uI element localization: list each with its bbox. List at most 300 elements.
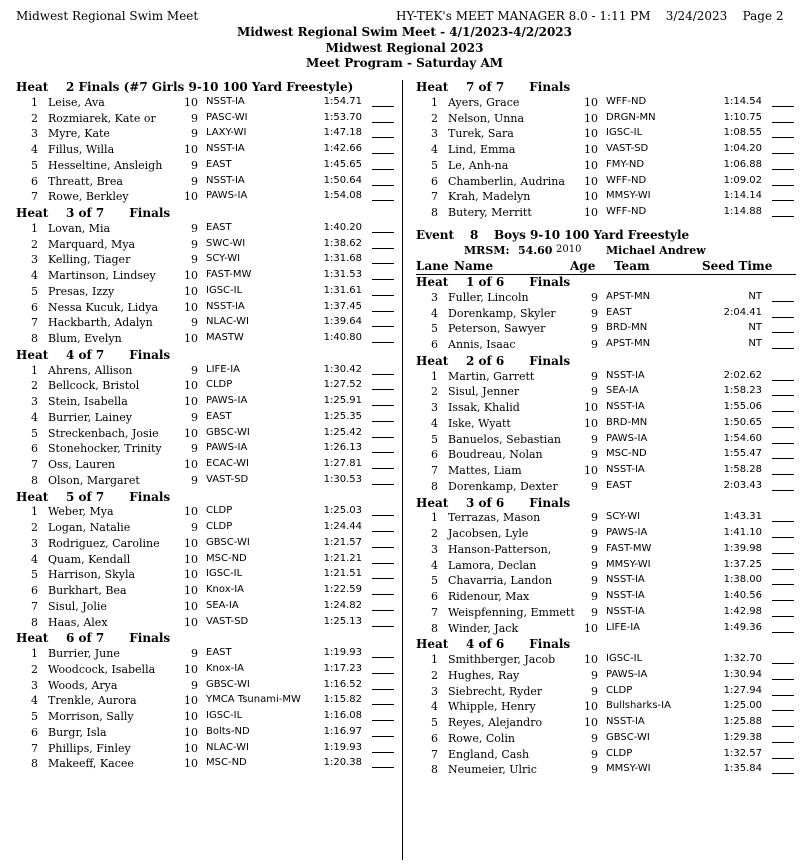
seed-time: 2:04.41 <box>723 306 762 318</box>
lane-number: 8 <box>31 332 38 345</box>
result-blank-line[interactable] <box>772 616 794 617</box>
result-blank-line[interactable] <box>772 600 794 601</box>
result-blank-line[interactable] <box>772 758 794 759</box>
entry-row <box>416 190 796 206</box>
seed-time: 1:19.93 <box>323 741 362 753</box>
entry-row <box>416 159 796 175</box>
lane-number: 5 <box>31 284 38 298</box>
entry-row <box>416 417 796 433</box>
entry-row <box>416 559 796 575</box>
seed-time: 1:25.91 <box>323 395 362 406</box>
swimmer-age: 9 <box>591 558 598 572</box>
swimmer-name: Sisul, Jenner <box>448 385 520 399</box>
entry-row <box>416 96 796 112</box>
result-blank-line[interactable] <box>372 122 394 123</box>
seed-time: 1:06.88 <box>723 158 762 170</box>
result-blank-line[interactable] <box>772 695 794 696</box>
seed-time: 1:27.52 <box>323 379 362 391</box>
seed-time: 1:30.94 <box>723 668 762 680</box>
result-blank-line[interactable] <box>772 521 794 522</box>
result-blank-line[interactable] <box>772 773 794 774</box>
lane-number: 4 <box>31 410 38 424</box>
heat-label: Heat <box>16 347 49 362</box>
lane-number: 3 <box>431 401 438 414</box>
swimmer-age: 10 <box>184 269 198 282</box>
lane-number: 3 <box>431 290 438 304</box>
result-blank-line[interactable] <box>772 169 794 170</box>
result-blank-line[interactable] <box>372 767 394 768</box>
swimmer-age: 9 <box>591 731 598 745</box>
swimmer-name: Peterson, Sawyer <box>448 322 546 336</box>
swimmer-name: Rowe, Colin <box>448 731 515 745</box>
team-code: GBSC-WI <box>206 536 250 548</box>
entry-row <box>16 757 396 773</box>
heat-title: 6 of 7 Finals <box>66 631 171 646</box>
result-blank-line[interactable] <box>372 752 394 753</box>
entry-row <box>16 474 396 490</box>
lane-number: 8 <box>431 621 438 635</box>
entry-row <box>16 505 396 521</box>
swimmer-age: 10 <box>184 662 198 676</box>
entry-row <box>16 364 396 380</box>
result-blank-line[interactable] <box>372 610 394 611</box>
swimmer-age: 10 <box>584 416 598 430</box>
lane-number: 8 <box>431 479 438 493</box>
result-blank-line[interactable] <box>372 295 394 296</box>
lane-number: 3 <box>431 684 438 698</box>
result-blank-line[interactable] <box>372 468 394 469</box>
swimmer-age: 10 <box>184 599 198 613</box>
result-blank-line[interactable] <box>772 710 794 711</box>
lane-number: 2 <box>31 237 38 251</box>
result-blank-line[interactable] <box>372 626 394 627</box>
team-code: APST-MN <box>606 338 651 349</box>
swimmer-name: Chavarria, Landon <box>448 574 553 588</box>
seed-time: 1:54.08 <box>323 190 362 202</box>
lane-number: 6 <box>431 338 438 351</box>
seed-time: 1:16.52 <box>323 678 362 690</box>
meet-name-header: Midwest Regional Swim Meet <box>16 9 199 23</box>
lane-number: 2 <box>431 527 438 540</box>
entry-row <box>416 401 796 417</box>
team-code: GBSC-WI <box>606 731 650 743</box>
team-code: FAST-MW <box>206 269 252 280</box>
lane-number: 4 <box>431 306 438 320</box>
team-code: VAST-SD <box>206 473 249 485</box>
team-code: SCY-WI <box>206 253 241 265</box>
swimmer-name: Threatt, Brea <box>48 174 123 188</box>
swimmer-name: Butery, Merritt <box>448 206 532 219</box>
result-blank-line[interactable] <box>772 679 794 680</box>
swimmer-name: Bellcock, Bristol <box>48 379 140 393</box>
entry-row <box>16 742 396 758</box>
result-blank-line[interactable] <box>772 137 794 138</box>
swimmer-age: 9 <box>591 527 598 540</box>
team-code: EAST <box>606 306 632 318</box>
swimmer-name: Lamora, Declan <box>448 558 537 572</box>
swimmer-age: 9 <box>191 237 198 251</box>
result-blank-line[interactable] <box>772 411 794 412</box>
seed-time: 1:49.36 <box>723 621 762 633</box>
swimmer-age: 10 <box>184 757 198 771</box>
entry-row <box>16 96 396 112</box>
swimmer-age: 10 <box>584 158 598 172</box>
team-code: FMY-ND <box>606 158 645 170</box>
swimmer-name: Chamberlin, Audrina <box>448 174 565 188</box>
result-blank-line[interactable] <box>772 200 794 201</box>
lane-number: 7 <box>31 741 38 755</box>
swimmer-name: Winder, Jack <box>448 621 519 635</box>
lane-number: 5 <box>31 568 38 582</box>
seed-time: 1:14.54 <box>723 95 762 107</box>
team-code: Bullsharks-IA <box>606 700 671 712</box>
seed-time: 1:24.82 <box>323 599 362 611</box>
swimmer-name: Le, Anh-na <box>448 158 509 172</box>
entry-row <box>16 269 396 285</box>
result-blank-line[interactable] <box>772 584 794 585</box>
swimmer-name: Sisul, Jolie <box>48 599 107 613</box>
result-blank-line[interactable] <box>372 484 394 485</box>
seed-time: 1:26.13 <box>323 442 362 454</box>
entry-row <box>416 307 796 323</box>
result-blank-line[interactable] <box>372 452 394 453</box>
entry-row <box>416 175 796 191</box>
result-blank-line[interactable] <box>772 380 794 381</box>
team-code: IGSC-IL <box>606 653 643 664</box>
swimmer-name: Streckenbach, Josie <box>48 426 159 440</box>
col-name: Name <box>454 259 494 274</box>
swimmer-name: Presas, Izzy <box>48 284 115 298</box>
result-blank-line[interactable] <box>772 458 794 459</box>
swimmer-age: 10 <box>184 379 198 393</box>
entry-row <box>416 338 796 354</box>
result-blank-line[interactable] <box>372 200 394 201</box>
lane-number: 8 <box>31 615 38 629</box>
swimmer-age: 9 <box>591 306 598 320</box>
lane-number: 6 <box>31 584 38 597</box>
result-blank-line[interactable] <box>372 311 394 312</box>
team-code: WFF-ND <box>606 174 647 186</box>
meet-subtitle: Midwest Regional 2023 <box>325 41 484 55</box>
entry-row <box>16 127 396 143</box>
result-blank-line[interactable] <box>372 720 394 721</box>
result-blank-line[interactable] <box>372 736 394 737</box>
result-blank-line[interactable] <box>772 569 794 570</box>
result-blank-line[interactable] <box>372 689 394 690</box>
team-code: EAST <box>206 410 232 422</box>
result-blank-line[interactable] <box>372 515 394 516</box>
seed-time: 1:47.18 <box>323 127 362 139</box>
result-blank-line[interactable] <box>372 704 394 705</box>
lane-number: 7 <box>431 190 438 204</box>
seed-time: 1:38.00 <box>723 574 762 586</box>
lane-number: 5 <box>431 322 438 336</box>
lane-number: 3 <box>31 678 38 692</box>
heat-header <box>416 354 796 370</box>
lane-number: 8 <box>31 473 38 487</box>
seed-time: 1:55.06 <box>723 401 762 412</box>
result-blank-line[interactable] <box>372 405 394 406</box>
team-code: NLAC-WI <box>206 316 249 328</box>
lane-number: 7 <box>31 599 38 613</box>
event-title: Boys 9-10 100 Yard Freestyle <box>494 227 690 242</box>
team-code: EAST <box>606 479 632 491</box>
swimmer-age: 10 <box>584 716 598 729</box>
result-blank-line[interactable] <box>772 301 794 302</box>
swimmer-age: 10 <box>184 505 198 519</box>
entry-row <box>16 694 396 710</box>
lane-number: 4 <box>31 694 38 708</box>
team-code: SEA-IA <box>206 599 239 611</box>
result-blank-line[interactable] <box>372 374 394 375</box>
lane-number: 5 <box>31 158 38 172</box>
team-code: IGSC-IL <box>206 284 243 296</box>
swimmer-name: Kelling, Tiager <box>48 253 131 267</box>
swimmer-name: Banuelos, Sebastian <box>448 432 561 446</box>
swimmer-name: Morrison, Sally <box>48 710 134 723</box>
result-blank-line[interactable] <box>372 657 394 658</box>
swimmer-age: 9 <box>191 473 198 487</box>
result-blank-line[interactable] <box>372 137 394 138</box>
result-blank-line[interactable] <box>772 106 794 107</box>
result-blank-line[interactable] <box>772 317 794 318</box>
result-blank-line[interactable] <box>372 106 394 107</box>
result-blank-line[interactable] <box>772 185 794 186</box>
swimmer-age: 10 <box>184 694 198 708</box>
swimmer-name: Fillus, Willa <box>48 143 115 156</box>
result-blank-line[interactable] <box>372 578 394 579</box>
result-blank-line[interactable] <box>772 490 794 491</box>
entry-row <box>16 600 396 616</box>
seed-time: 1:50.65 <box>723 416 762 428</box>
seed-time: 1:32.57 <box>723 747 762 759</box>
swimmer-age: 10 <box>584 700 598 714</box>
result-blank-line[interactable] <box>772 443 794 444</box>
swimmer-age: 9 <box>591 511 598 525</box>
entry-row <box>16 521 396 537</box>
team-code: Knox-IA <box>206 584 245 595</box>
entry-row <box>16 458 396 474</box>
seed-time: NT <box>748 290 762 302</box>
team-code: VAST-SD <box>206 615 249 627</box>
swimmer-name: Dorenkamp, Skyler <box>448 306 556 320</box>
entry-row <box>16 190 396 206</box>
result-blank-line[interactable] <box>372 563 394 564</box>
result-blank-line[interactable] <box>772 216 794 217</box>
result-blank-line[interactable] <box>772 632 794 633</box>
result-blank-line[interactable] <box>772 742 794 743</box>
entry-row <box>416 732 796 748</box>
swimmer-name: Mattes, Liam <box>448 464 522 477</box>
team-code: PAWS-IA <box>606 668 648 680</box>
lane-number: 2 <box>431 385 438 399</box>
result-blank-line[interactable] <box>372 547 394 548</box>
lane-number: 1 <box>31 505 38 519</box>
result-blank-line[interactable] <box>772 153 794 154</box>
swimmer-age: 9 <box>591 542 598 556</box>
heat-title: 4 of 7 Finals <box>66 347 171 362</box>
lane-number: 5 <box>431 158 438 172</box>
swimmer-age: 9 <box>191 158 198 172</box>
lane-number: 6 <box>31 174 38 188</box>
swimmer-age: 10 <box>184 584 198 597</box>
result-blank-line[interactable] <box>372 531 394 532</box>
swimmer-name: Oss, Lauren <box>48 458 116 471</box>
team-code: NSST-IA <box>606 716 645 727</box>
team-code: PAWS-IA <box>206 190 248 202</box>
entry-row <box>16 616 396 632</box>
result-blank-line[interactable] <box>772 553 794 554</box>
result-blank-line[interactable] <box>372 437 394 438</box>
team-code: PAWS-IA <box>206 395 248 406</box>
team-code: CLDP <box>606 684 633 696</box>
seed-time: 1:22.59 <box>323 584 362 595</box>
result-blank-line[interactable] <box>772 122 794 123</box>
lane-number: 8 <box>31 757 38 771</box>
entry-row <box>16 537 396 553</box>
entry-row <box>16 316 396 332</box>
entry-row <box>16 143 396 159</box>
swimmer-name: Boudreau, Nolan <box>448 448 543 462</box>
entry-row <box>416 716 796 732</box>
swimmer-age: 9 <box>591 479 598 493</box>
result-blank-line[interactable] <box>372 673 394 674</box>
result-blank-line[interactable] <box>772 663 794 664</box>
lane-number: 4 <box>431 700 438 714</box>
team-code: MSC-ND <box>206 757 247 769</box>
swimmer-name: Burkhart, Bea <box>48 584 127 597</box>
team-code: FAST-MW <box>606 542 652 554</box>
seed-time: 1:39.98 <box>723 542 762 554</box>
lane-number: 4 <box>431 558 438 572</box>
result-blank-line[interactable] <box>372 421 394 422</box>
entry-row <box>16 568 396 584</box>
record-line <box>416 244 796 260</box>
result-blank-line[interactable] <box>372 263 394 264</box>
result-blank-line[interactable] <box>772 726 794 727</box>
lane-number: 5 <box>431 432 438 446</box>
seed-time: 1:37.45 <box>323 300 362 312</box>
seed-time: 1:37.25 <box>723 558 762 570</box>
record-year: 2010 <box>556 243 582 255</box>
result-blank-line[interactable] <box>772 537 794 538</box>
swimmer-name: Issak, Khalid <box>448 401 520 414</box>
entry-row <box>16 679 396 695</box>
swimmer-age: 9 <box>191 253 198 267</box>
result-blank-line[interactable] <box>772 427 794 428</box>
result-blank-line[interactable] <box>372 279 394 280</box>
swimmer-age: 10 <box>584 95 598 109</box>
team-code: NSST-IA <box>606 574 645 586</box>
swimmer-name: Leise, Ava <box>48 95 105 109</box>
heat-label: Heat <box>16 631 49 646</box>
seed-time: NT <box>748 338 762 349</box>
lane-number: 6 <box>431 731 438 745</box>
heat-title: 2 of 6 Finals <box>466 353 571 368</box>
entry-row <box>16 222 396 238</box>
entry-row <box>416 763 796 779</box>
lane-number: 8 <box>431 206 438 219</box>
lane-number: 1 <box>431 369 438 383</box>
seed-time: 1:04.20 <box>723 143 762 154</box>
lane-number: 3 <box>31 536 38 550</box>
team-code: NSST-IA <box>206 300 245 312</box>
lane-number: 5 <box>431 574 438 588</box>
column-divider <box>402 80 403 860</box>
seed-time: 1:14.14 <box>723 190 762 202</box>
seed-time: 1:43.31 <box>723 511 762 523</box>
entry-row <box>16 332 396 348</box>
swimmer-name: Siebrecht, Ryder <box>448 684 543 698</box>
heat-title: 4 of 6 Finals <box>466 637 571 652</box>
entry-row <box>16 553 396 569</box>
result-blank-line[interactable] <box>772 348 794 349</box>
heat-label: Heat <box>416 80 449 94</box>
entry-row <box>416 206 796 222</box>
lane-number: 4 <box>31 143 38 156</box>
seed-time: 1:09.02 <box>723 174 762 186</box>
entry-row <box>16 285 396 301</box>
lane-number: 3 <box>431 542 438 556</box>
swimmer-age: 10 <box>584 206 598 219</box>
result-blank-line[interactable] <box>372 594 394 595</box>
lane-number: 5 <box>31 710 38 723</box>
result-blank-line[interactable] <box>772 332 794 333</box>
swimmer-age: 9 <box>591 605 598 619</box>
seed-time: 1:17.23 <box>323 662 362 674</box>
team-code: BRD-MN <box>606 322 648 334</box>
swimmer-name: Ahrens, Allison <box>48 363 133 377</box>
swimmer-name: Quam, Kendall <box>48 552 131 566</box>
entry-row <box>416 527 796 543</box>
result-blank-line[interactable] <box>372 153 394 154</box>
swimmer-name: Hanson-Patterson, <box>448 542 552 556</box>
seed-time: 1:41.10 <box>723 527 762 538</box>
entry-row <box>416 590 796 606</box>
entry-row <box>416 480 796 496</box>
result-blank-line[interactable] <box>372 169 394 170</box>
heat-header <box>416 637 796 653</box>
swimmer-age: 9 <box>591 684 598 698</box>
team-code: MASTW <box>206 332 244 343</box>
result-blank-line[interactable] <box>372 342 394 343</box>
swimmer-age: 10 <box>184 284 198 298</box>
seed-time: 1:54.71 <box>323 95 362 107</box>
team-code: EAST <box>206 647 232 658</box>
record-time: 54.60 <box>518 243 553 257</box>
result-blank-line[interactable] <box>372 326 394 327</box>
event-number: 8 <box>470 227 479 242</box>
swimmer-name: Logan, Natalie <box>48 521 131 534</box>
result-blank-line[interactable] <box>372 248 394 249</box>
swimmer-age: 10 <box>184 552 198 566</box>
lane-number: 1 <box>431 511 438 525</box>
lane-number: 2 <box>31 379 38 393</box>
result-blank-line[interactable] <box>772 395 794 396</box>
swimmer-name: Annis, Isaac <box>448 338 516 351</box>
swimmer-age: 10 <box>184 615 198 629</box>
lane-number: 1 <box>31 647 38 660</box>
entry-row <box>16 663 396 679</box>
team-code: PASC-WI <box>206 111 248 123</box>
entry-row <box>416 700 796 716</box>
result-blank-line[interactable] <box>772 474 794 475</box>
team-code: NSST-IA <box>606 590 645 601</box>
result-blank-line[interactable] <box>372 232 394 233</box>
result-blank-line[interactable] <box>372 185 394 186</box>
result-blank-line[interactable] <box>372 389 394 390</box>
seed-time: 1:21.57 <box>323 536 362 548</box>
